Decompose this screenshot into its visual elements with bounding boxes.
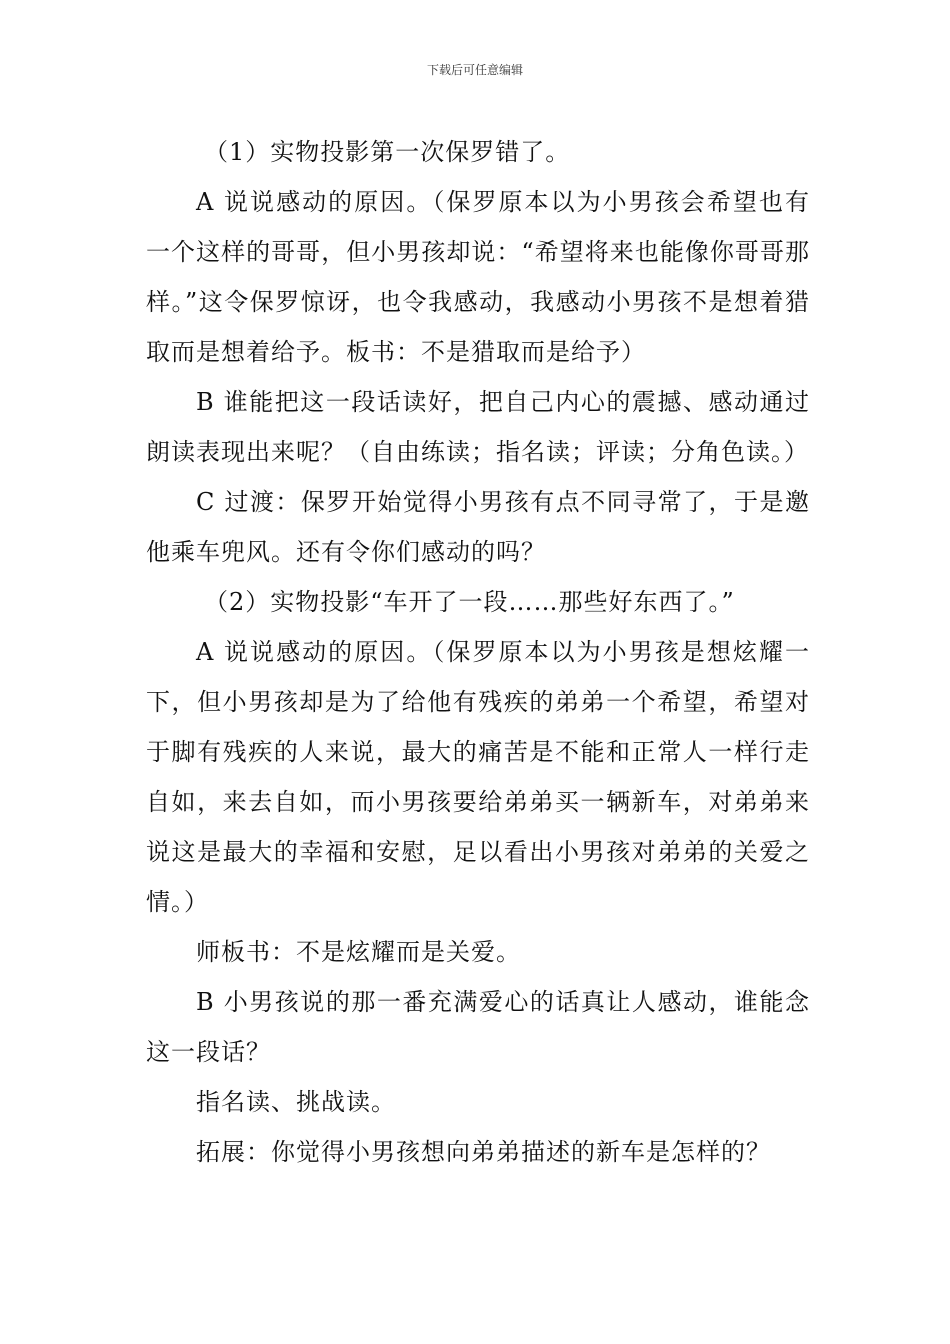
paragraph-reading: 指名读、挑战读。 xyxy=(196,1088,396,1116)
paragraph-projection-2: （2）实物投影“车开了一段……那些好东西了。” xyxy=(204,588,735,616)
page-header-note: 下载后可任意编辑 xyxy=(426,63,523,77)
paragraph-projection-1: （1）实物投影第一次保罗错了。 xyxy=(204,138,571,166)
paragraph-extension: 拓展：你觉得小男孩想向弟弟描述的新车是怎样的？ xyxy=(196,1138,771,1166)
paragraph-board-note: 师板书：不是炫耀而是关爱。 xyxy=(196,938,521,966)
paragraph-2b: B 小男孩说的那一番充满爱心的话真让人感动，谁能念这一段话？ xyxy=(146,988,810,1066)
paragraph-1a: A 说说感动的原因。（保罗原本以为小男孩会希望也有一个这样的哥哥，但小男孩却说：“希望将来也能像你哥哥那样。”这令保罗惊讶，也令我感动，我感动小男孩不是想着猎取而是想着给予。板书：不是猎取而是给予） xyxy=(146,188,810,366)
paragraph-2a: A 说说感动的原因。（保罗原本以为小男孩是想炫耀一下，但小男孩却是为了给他有残疾的弟弟一个希望，希望对于脚有残疾的人来说，最大的痛苦是不能和正常人一样行走自如，来去自如，而小男孩要给弟弟买一辆新车，对弟弟来说这是最大的幸福和安慰，足以看出小男孩对弟弟的关爱之情。） xyxy=(146,638,810,916)
paragraph-1b: B 谁能把这一段话读好，把自己内心的震撼、感动通过朗读表现出来呢？（自由练读；指名读；评读；分角色读。） xyxy=(146,388,810,466)
document-body xyxy=(146,127,810,1177)
paragraph-1c: C 过渡：保罗开始觉得小男孩有点不同寻常了，于是邀他乘车兜风。还有令你们感动的吗？ xyxy=(146,488,810,566)
